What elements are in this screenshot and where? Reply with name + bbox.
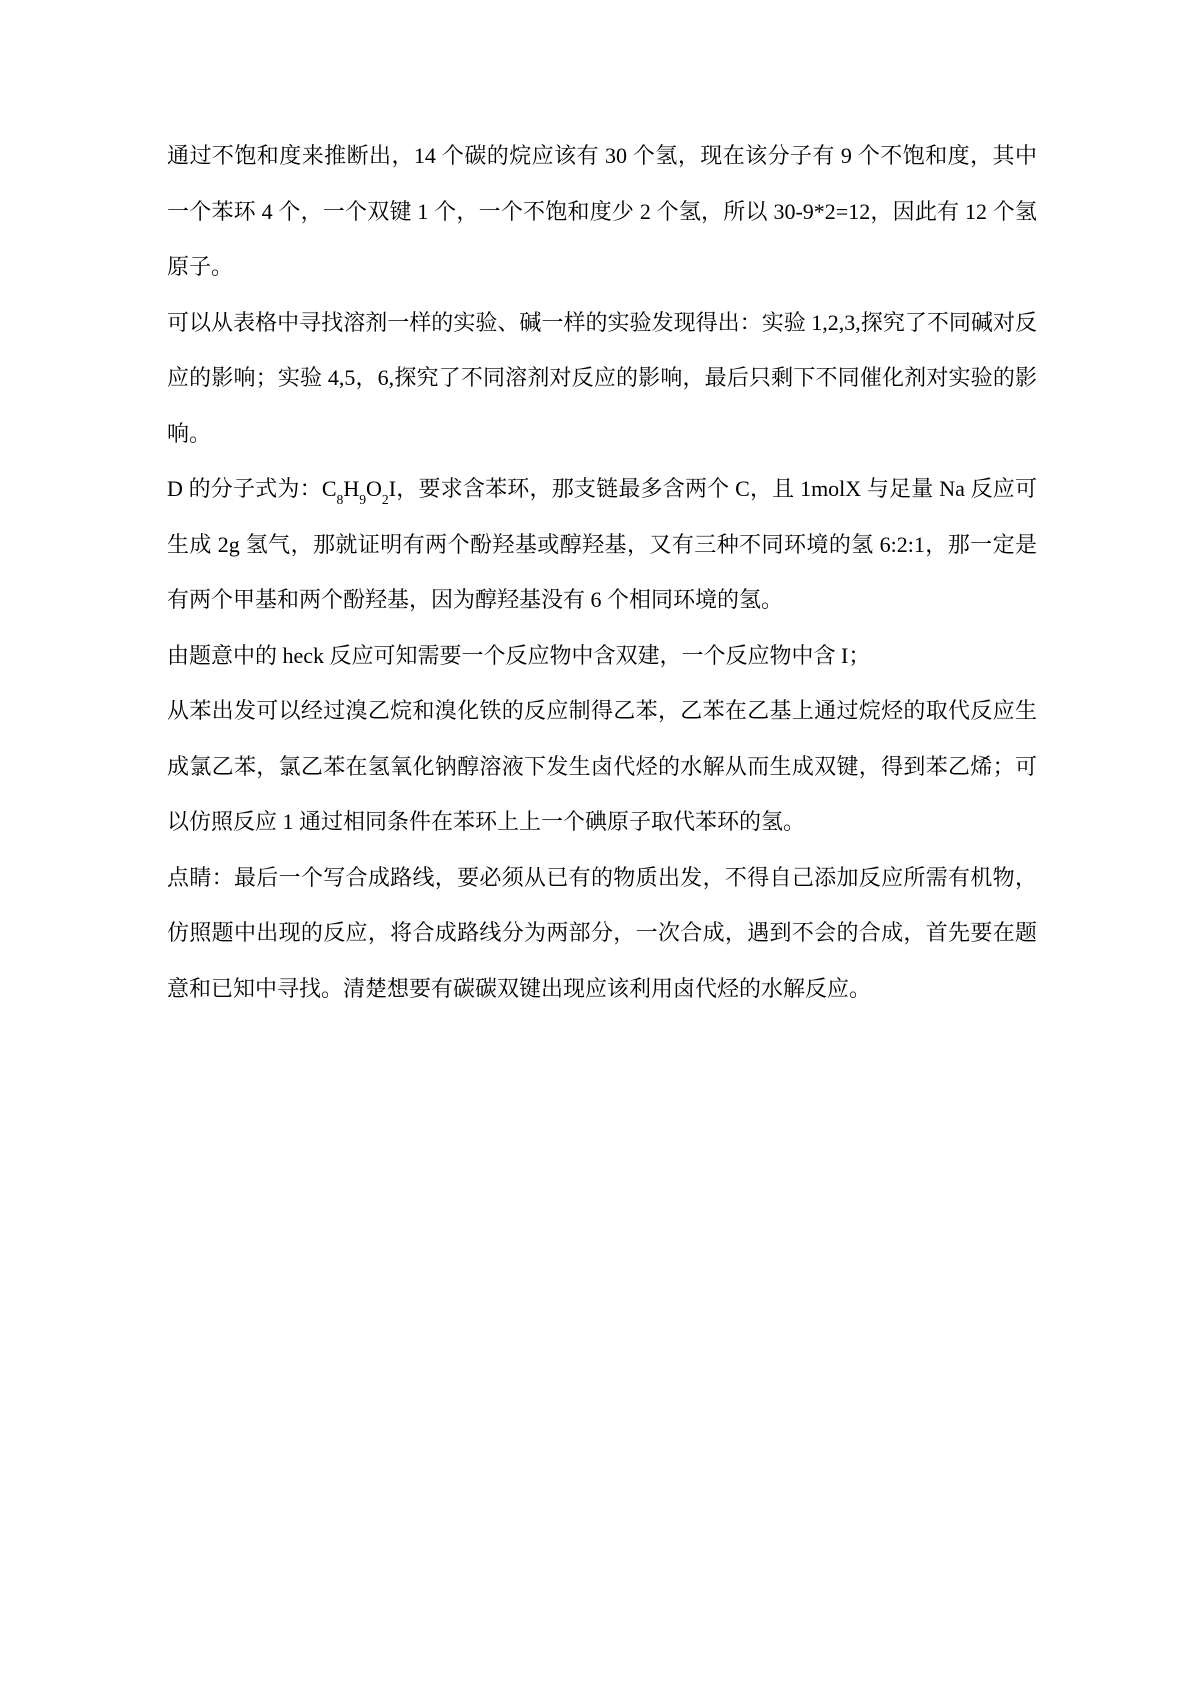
paragraph-synthesis-route: 从苯出发可以经过溴乙烷和溴化铁的反应制得乙苯，乙苯在乙基上通过烷烃的取代反应生成氯乙苯，氯乙苯在氢氧化钠醇溶液下发生卤代烃的水解从而生成双键，得到苯乙烯；可以仿照反应 1 通过相同条件在苯环上上一个碘原子取代苯环的氢。 bbox=[167, 698, 1037, 834]
paragraph-experiment-table-analysis: 可以从表格中寻找溶剂一样的实验、碱一样的实验发现得出：实验 1,2,3,探究了不同碱对反应的影响；实验 4,5，6,探究了不同溶剂对反应的影响，最后只剩下不同催化剂对实验的影响。 bbox=[167, 309, 1037, 446]
paragraph-molecular-formula-analysis bbox=[167, 461, 1037, 628]
paragraph-text-segment: D 的分子式为：C bbox=[167, 476, 337, 501]
formula-subscript: 2 bbox=[381, 491, 389, 507]
paragraph-text-segment: O bbox=[366, 476, 382, 501]
paragraph-key-point-summary: 点睛：最后一个写合成路线，要必须从已有的物质出发，不得自己添加反应所需有机物，仿照题中出现的反应，将合成路线分为两部分，一次合成，遇到不会的合成，首先要在题意和已知中寻找。清楚想要有碳碳双键出现应该利用卤代烃的水解反应。 bbox=[167, 864, 1037, 1001]
formula-subscript: 9 bbox=[359, 491, 367, 507]
paragraph-unsaturation-explanation: 通过不饱和度来推断出，14 个碳的烷应该有 30 个氢，现在该分子有 9 个不饱和度，其中一个苯环 4 个，一个双键 1 个，一个不饱和度少 2 个氢，所以 30-9*2=12，因此有 12 个氢原子。 bbox=[167, 143, 1037, 279]
paragraph-text-segment: H bbox=[343, 476, 360, 501]
formula-subscript: 8 bbox=[336, 491, 344, 507]
paragraph-text-segment: I，要求含苯环，那支链最多含两个 C，且 1molX 与足量 Na 反应可生成 2g 氢气，那就证明有两个酚羟基或醇羟基，又有三种不同环境的氢 6:2:1，那一定是有两个甲基和两个酚羟基，因为醇羟基没有 6 个相同环境的氢。 bbox=[167, 476, 1037, 612]
paragraph-heck-reaction-note: 由题意中的 heck 反应可知需要一个反应物中含双建，一个反应物中含 I； bbox=[167, 642, 871, 668]
document-content bbox=[167, 128, 1037, 1016]
